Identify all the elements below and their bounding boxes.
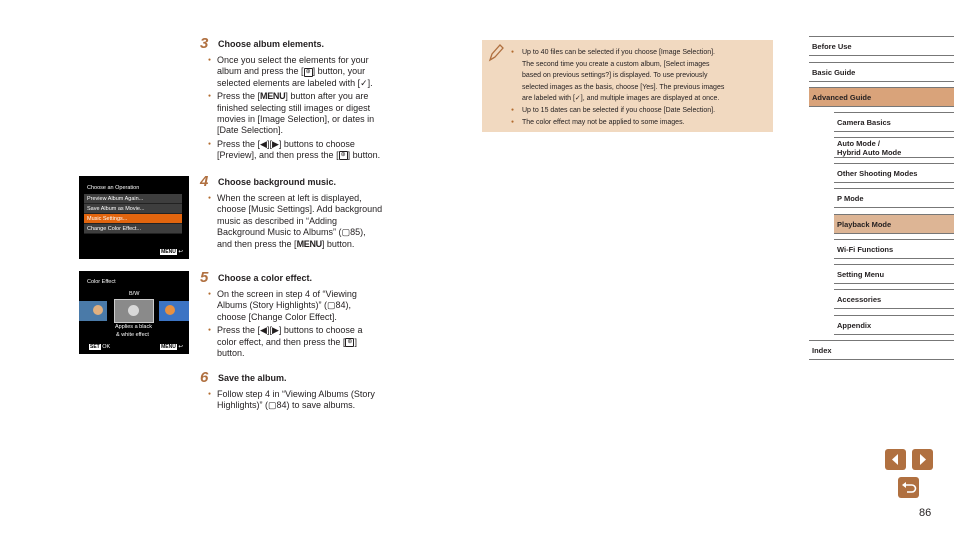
note-item: ● The color effect may not be applied to some images. — [482, 117, 773, 129]
book-icon: ▢ — [327, 300, 336, 311]
nav-setting-menu[interactable]: Setting Menu — [834, 264, 954, 284]
nav-wifi-functions[interactable]: Wi-Fi Functions — [834, 239, 954, 259]
next-page-button[interactable] — [912, 449, 933, 470]
nav-auto-mode[interactable] — [834, 137, 954, 158]
left-arrow-icon: ◀ — [260, 138, 267, 149]
step-5 — [200, 270, 400, 359]
checkmark-icon: ✓ — [360, 77, 368, 88]
menu-back-hint: MENU ↩ — [161, 249, 183, 255]
step-number: 5 — [200, 269, 209, 286]
nav-advanced-guide[interactable]: Advanced Guide — [809, 87, 954, 107]
nav-camera-basics[interactable]: Camera Basics — [834, 112, 954, 132]
menu-option-selected: Music Settings... — [84, 214, 182, 224]
effect-caption: Applies a black — [115, 324, 152, 330]
step-6 — [200, 370, 400, 412]
return-icon: ↩ — [178, 249, 183, 255]
flower-icon — [165, 305, 175, 315]
camera-screen-color-effect — [79, 271, 189, 354]
func-set-icon: ⊛ — [305, 68, 311, 75]
step-title: Save the album. — [218, 373, 287, 383]
bullet: ● On the screen in step 4 of “Viewing Albums (Story Highlights)” (▢84), choose [Change Color Effect]. — [200, 289, 399, 323]
book-icon: ▢ — [268, 400, 277, 411]
func-set-icon: ⊛ — [340, 152, 346, 159]
effect-name: B/W — [129, 291, 140, 297]
book-icon: ▢ — [341, 227, 351, 238]
step-title: Choose a color effect. — [218, 273, 313, 283]
nav-appendix[interactable]: Appendix — [834, 315, 954, 335]
note-box — [482, 40, 773, 132]
set-ok-hint: SET OK — [90, 344, 111, 350]
menu-option: Save Album as Movie... — [84, 204, 182, 214]
flower-icon — [93, 305, 103, 315]
page-number: 86 — [919, 507, 932, 519]
bullet: ● Follow step 4 in “Viewing Albums (Story Highlights)” (▢84) to save albums. — [200, 389, 399, 412]
nav-label: Hybrid Auto Mode — [837, 147, 902, 157]
menu-option: Preview Album Again... — [84, 194, 182, 204]
right-arrow-icon — [912, 449, 933, 470]
prev-page-button[interactable] — [885, 449, 906, 470]
right-arrow-icon: ▶ — [271, 138, 279, 149]
menu-option: Change Color Effect... — [84, 224, 182, 234]
menu-button-icon: MENU — [260, 91, 286, 102]
menu-back-hint: MENU ↩ — [161, 344, 183, 350]
bullet: ● Press the [MENU] button after you are finished selecting still images or digest movies in [Image Selection], or dates in [Date Selection]. — [200, 91, 399, 137]
nav-index[interactable]: Index — [809, 340, 954, 360]
bullet: ● When the screen at left is displayed, choose [Music Settings]. Add background music as described in “Adding Background Music to Albums” (▢85), and then press the [MENU] button. — [200, 193, 399, 250]
note-item: ● Up to 40 files can be selected if you choose [Image Selection]. The second time you create a custom album, [Select images based on previous settings?] is displayed. To use previously selected images as the basis, choose [Yes]. The previous images are labeled with [✓], and multiple images are displayed at once. — [482, 47, 773, 105]
nav-basic-guide[interactable]: Basic Guide — [809, 62, 954, 82]
left-arrow-icon — [885, 449, 906, 470]
nav-playback-mode[interactable]: Playback Mode — [834, 214, 954, 234]
nav-before-use[interactable]: Before Use — [809, 36, 954, 56]
checkmark-icon: ✓ — [574, 95, 581, 103]
nav-other-shooting-modes[interactable]: Other Shooting Modes — [834, 163, 954, 183]
right-arrow-icon: ▶ — [271, 325, 279, 336]
step-number: 4 — [200, 173, 209, 190]
screen-title: Choose an Operation — [87, 185, 140, 191]
effect-caption: & white effect — [116, 332, 149, 338]
bullet: ● Press the [◀][▶] buttons to choose [Preview], and then press the [ ⊛ ] button. — [200, 139, 399, 162]
left-arrow-icon: ◀ — [260, 325, 267, 336]
bullet: ● Once you select the elements for your album and press the [ ⊛ ] button, your selected elements are labeled with [✓]. — [200, 55, 399, 89]
menu-button-icon: MENU — [296, 238, 322, 249]
return-button[interactable] — [898, 477, 919, 498]
return-icon — [898, 477, 919, 498]
return-icon: ↩ — [178, 344, 183, 350]
screen-title: Color Effect — [87, 279, 116, 285]
flower-icon — [128, 305, 139, 316]
note-item: ● Up to 15 dates can be selected if you choose [Date Selection]. — [482, 105, 773, 117]
bullet: ● Press the [◀][▶] buttons to choose a color effect, and then press the [ ⊛ ] button. — [200, 325, 399, 359]
step-number: 3 — [200, 35, 209, 52]
step-3 — [200, 36, 400, 162]
nav-accessories[interactable]: Accessories — [834, 289, 954, 309]
step-number: 6 — [200, 369, 209, 386]
step-4 — [200, 174, 400, 250]
nav-label: Auto Mode / — [837, 138, 880, 148]
step-title: Choose background music. — [218, 177, 337, 187]
camera-screen-operation — [79, 176, 189, 259]
step-title: Choose album elements. — [218, 39, 325, 49]
nav-p-mode[interactable]: P Mode — [834, 188, 954, 208]
func-set-icon: ⊛ — [347, 338, 353, 345]
